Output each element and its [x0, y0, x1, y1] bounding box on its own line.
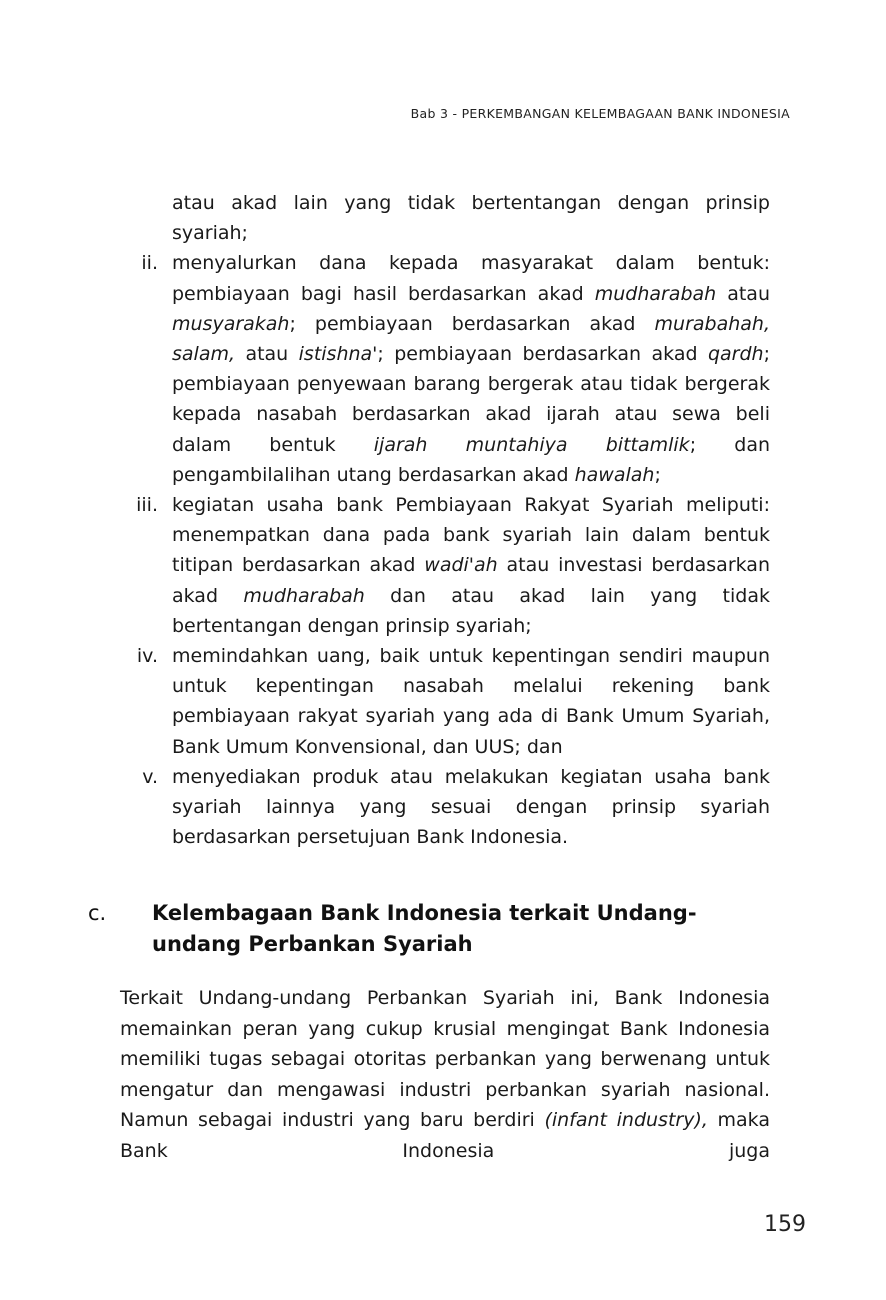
- list-item-marker: iv.: [136, 645, 158, 668]
- list-item-iii: [120, 490, 770, 641]
- list-item-ii: [120, 248, 770, 490]
- list-item-marker: ii.: [141, 252, 158, 275]
- italic-term: (infant industry),: [544, 1109, 708, 1132]
- list-item-text: menyediakan produk atau melakukan kegiatan usaha bank syariah lainnya yang sesuai dengan prinsip syariah berdasarkan persetujuan Bank Indonesia.: [172, 765, 770, 849]
- list-item-text: atau akad lain yang tidak bertentangan dengan prinsip syariah;: [172, 192, 770, 245]
- list-item-v: [120, 762, 770, 853]
- list-item-continuation: [120, 188, 770, 248]
- list-item-text: kegiatan usaha bank Pembiayaan Rakyat Syariah meliputi: menempatkan dana pada bank syariah lain dalam bentuk titipan berdasarkan akad wadi'ah atau investasi berdasarkan akad mudharabah dan atau akad lain yang tidak bertentangan dengan prinsip syariah;: [172, 494, 770, 637]
- list-item-text: memindahkan uang, baik untuk kepentingan sendiri maupun untuk kepentingan nasabah melalui rekening bank pembiayaan rakyat syariah yang ada di Bank Umum Syariah, Bank Umum Konvensional, dan UUS; dan: [172, 645, 770, 758]
- list-item-text: menyalurkan dana kepada masyarakat dalam bentuk: pembiayaan bagi hasil berdasarkan akad mudharabah atau musyarakah; pembiayaan berdasarkan akad murabahah, salam, atau istishna'; pembiayaan berdasarkan akad qardh; pembiayaan penyewaan barang bergerak atau tidak bergerak kepada nasabah berdasarkan akad ijarah atau sewa beli dalam bentuk ijarah muntahiya bittamlik; dan pengambilalihan utang berdasarkan akad hawalah;: [172, 252, 771, 486]
- section-letter: c.: [88, 901, 107, 925]
- list-item-marker: iii.: [136, 494, 158, 517]
- running-header: Bab 3 - PERKEMBANGAN KELEMBAGAAN BANK INDONESIA: [410, 106, 790, 121]
- section-heading: [88, 898, 770, 960]
- list-item-marker: v.: [142, 765, 158, 788]
- section-title: Kelembagaan Bank Indonesia terkait Undang-undang Perbankan Syariah: [152, 901, 697, 956]
- list-item-iv: [120, 641, 770, 762]
- page-number: 159: [764, 1212, 806, 1237]
- item-list: [120, 188, 770, 852]
- body-paragraph: Terkait Undang-undang Perbankan Syariah ini, Bank Indonesia memainkan peran yang cukup krusial mengingat Bank Indonesia memiliki tugas sebagai otoritas perbankan yang berwenang untuk mengatur dan mengawasi industri perbankan syariah nasional. Namun sebagai industri yang baru berdiri (infant industry), maka Bank Indonesia juga: [120, 987, 770, 1162]
